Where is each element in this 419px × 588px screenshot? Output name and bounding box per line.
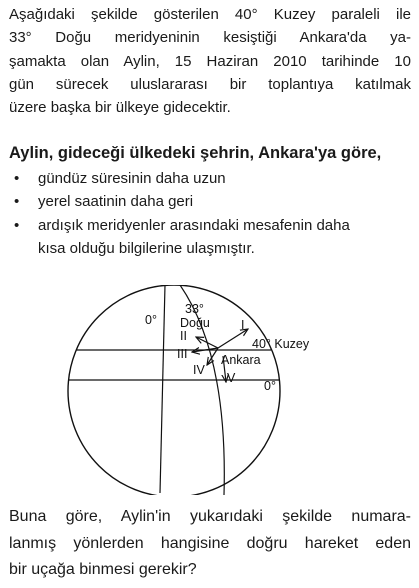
clue-item-meridian-distance — [9, 214, 411, 237]
intro-line-4: gün sürecek uluslararası bir toplantıya katılmak — [9, 75, 411, 93]
globe-diagram — [0, 285, 419, 495]
label-equator: 0° — [264, 379, 276, 393]
label-direction-iii: III — [177, 347, 188, 361]
prime-meridian — [160, 285, 165, 493]
final-line-2: lanmış yönlerden hangisine doğru hareket eden — [9, 534, 411, 552]
globe-outline — [68, 285, 280, 495]
bullet-icon: • — [14, 216, 20, 234]
intro-line-1: Aşağıdaki şekilde gösterilen 40° Kuzey paraleli ile — [9, 6, 411, 23]
label-direction-ii: II — [180, 329, 187, 343]
label-ankara: Ankara — [221, 353, 261, 367]
clue-text: gündüz süresinin daha uzun — [38, 170, 226, 187]
direction-arrow-ii — [196, 337, 218, 348]
clue-text: yerel saatinin daha geri — [38, 193, 194, 211]
clue-text: ardışık meridyenler arasındaki mesafenin daha — [38, 216, 350, 234]
intro-paragraph — [9, 3, 411, 119]
clue-item-day-length — [9, 167, 411, 190]
label-dogu: Doğu — [180, 316, 210, 330]
intro-line-3: şamakta olan Aylin, 15 Haziran 2010 tarihinde 10 — [9, 52, 411, 70]
label-direction-iv: IV — [193, 363, 205, 377]
clue-item-local-time — [9, 190, 411, 213]
final-question — [9, 504, 411, 584]
label-direction-i: I — [241, 318, 245, 332]
bullet-icon: • — [14, 170, 20, 187]
label-40-kuzey: 40° Kuzey — [252, 337, 310, 351]
clue-list — [9, 167, 411, 260]
intro-line-2: 33° Doğu meridyeninin kesiştiği Ankara'da ya- — [9, 29, 411, 47]
label-prime-meridian: 0° — [145, 313, 157, 327]
label-direction-v: V — [227, 371, 236, 385]
question-text: Aylin, gideceği ülkedeki şehrin, Ankara'ya göre, — [9, 144, 382, 162]
label-33-degree: 33° — [185, 302, 204, 316]
intro-line-5: üzere başka bir ülkeye gidecektir. — [9, 99, 231, 117]
bullet-icon: • — [14, 193, 20, 211]
clue-item-continuation — [9, 237, 411, 260]
final-line-1: Buna göre, Aylin'in yukarıdaki şekilde numara- — [9, 508, 411, 525]
clue-text: kısa olduğu bilgilerine ulaşmıştır. — [38, 239, 255, 257]
final-line-3: bir uçağa binmesi gerekir? — [9, 561, 197, 578]
